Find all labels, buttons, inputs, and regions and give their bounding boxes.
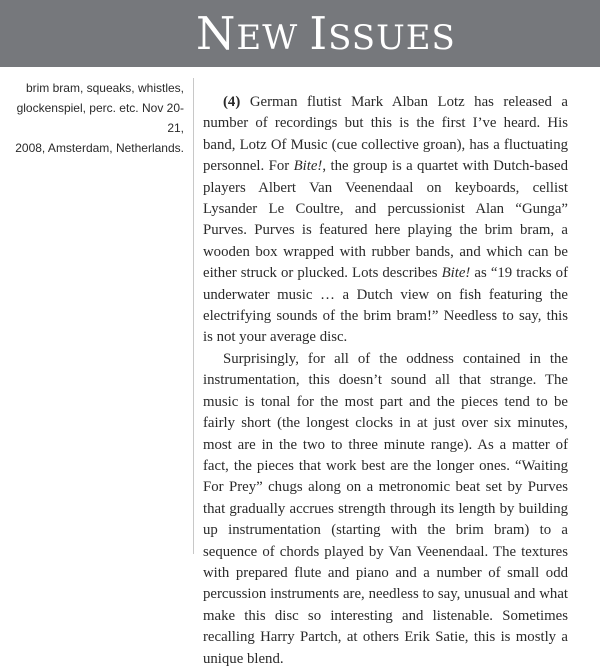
album-credits-sidebar xyxy=(0,78,184,158)
credits-line: glockenspiel, perc. etc. Nov 20-21, xyxy=(16,101,184,135)
review-paragraph-2: Surprisingly, for all of the oddness contained in the instrumentation, this doesn’t sound all that strange. The music is tonal for the most part and the pieces tend to be fairly short (the longest clocks in at just over six minutes, most are in the two to three minute range). As a matter of fact, the pieces that work best are the longer ones. “Waiting For Prey” chugs along on a metronomic beat set by Purves that gradually accrues strength through its length by building up instrumentation (starting with the brim bram) to a sequence of chords played by Van Veenendaal. The textures with prepared flute and piano and a number of small odd percussion instruments are, needless to say, unusual and what make this disc so interesting and listenable. Sometimes recalling Harry Partch, at others Erik Satie, this is mostly a unique blend. xyxy=(203,350,568,667)
section-title-cap-2: I xyxy=(309,7,329,60)
album-title: Bite! xyxy=(293,158,323,175)
column-divider xyxy=(193,78,194,554)
review-paragraph-1 xyxy=(203,92,568,349)
section-title-rest-2: SSUES xyxy=(328,18,456,58)
review-text: as “19 tracks of underwater music … a Dutch view on fish featuring the electrifying sounds of the brim bram!” Needless to say, this is not your average disc. xyxy=(203,265,569,346)
section-title xyxy=(196,2,456,70)
rating-badge: (4) xyxy=(223,94,241,110)
credits-line: brim bram, squeaks, whistles, xyxy=(25,81,184,95)
review-text: , the group is a quartet with Dutch-based players Albert Van Veenendaal on keyboards, cellist Lysander Le Coultre, and percussionist Alan “Gunga” Purves. Purves is featured here playing the brim bram, a wooden box wrapped with rubber bands, and which can be either struck or plucked. Lots describes xyxy=(203,158,569,282)
section-header-banner xyxy=(0,0,600,67)
review-body xyxy=(203,92,568,670)
credits-line: 2008, Amsterdam, Netherlands. xyxy=(15,141,184,155)
section-title-cap-1: N xyxy=(196,7,237,60)
album-title: Bite! xyxy=(441,265,471,282)
review-text: German flutist Mark Alban Lotz has released a number of recordings but this is the first I’ve heard. His band, Lotz Of Music (cue collective groan), has a fluctuating personnel. For xyxy=(203,94,568,175)
section-title-rest-1: EW xyxy=(236,18,299,58)
